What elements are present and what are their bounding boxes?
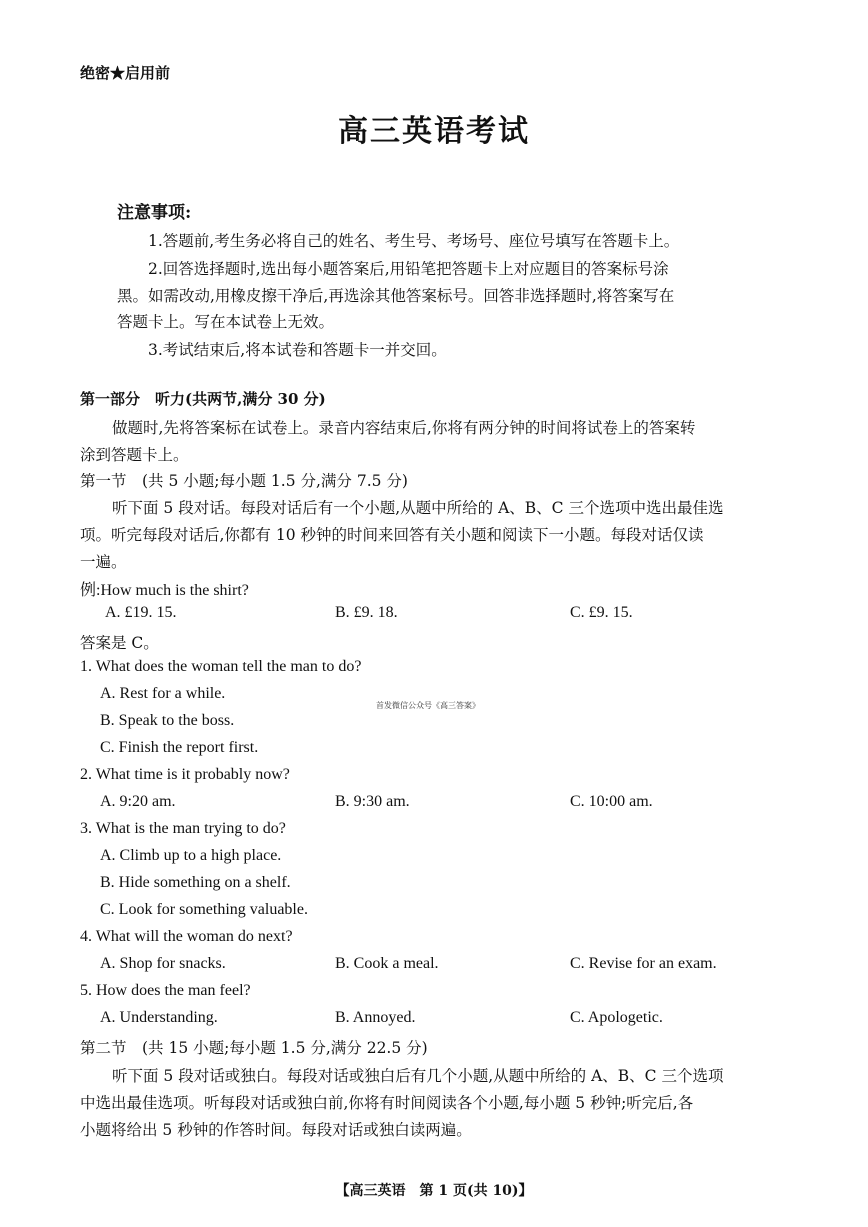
question-4-option-c: C. Revise for an exam.: [570, 955, 717, 972]
question-5-option-a: A. Understanding.: [100, 1009, 218, 1026]
notice-item-3: 3.考试结束后,将本试卷和答题卡一并交回。: [148, 341, 447, 359]
question-3-option-b: B. Hide something on a shelf.: [100, 874, 291, 891]
question-4: 4. What will the woman do next?: [80, 928, 293, 945]
question-5-option-c: C. Apologetic.: [570, 1009, 663, 1026]
part1-intro-line-2: 涂到答题卡上。: [80, 446, 189, 464]
question-5: 5. How does the man feel?: [80, 982, 251, 999]
exam-title: 高三英语考试: [338, 114, 530, 149]
notice-heading: 注意事项:: [117, 203, 192, 223]
example-option-a: A. £19. 15.: [105, 604, 177, 621]
example-question: 例:How much is the shirt?: [80, 582, 249, 599]
question-1: 1. What does the woman tell the man to do?: [80, 658, 362, 675]
section2-heading: 第二节 (共 15 小题;每小题 1.5 分,满分 22.5 分): [80, 1039, 428, 1057]
example-option-b: B. £9. 18.: [335, 604, 398, 621]
example-answer: 答案是 C。: [80, 634, 159, 652]
question-2-option-b: B. 9:30 am.: [335, 793, 410, 810]
question-4-option-b: B. Cook a meal.: [335, 955, 439, 972]
question-3-option-c: C. Look for something valuable.: [100, 901, 308, 918]
section1-intro-line-1: 听下面 5 段对话。每段对话后有一个小题,从题中所给的 A、B、C 三个选项中选出最佳选: [112, 499, 724, 517]
notice-item-2-line-3: 答题卡上。写在本试卷上无效。: [117, 313, 335, 331]
question-2-option-c: C. 10:00 am.: [570, 793, 653, 810]
example-option-c: C. £9. 15.: [570, 604, 633, 621]
question-5-option-b: B. Annoyed.: [335, 1009, 416, 1026]
section1-heading: 第一节 (共 5 小题;每小题 1.5 分,满分 7.5 分): [80, 472, 408, 490]
notice-item-2-line-1: 2.回答选择题时,选出每小题答案后,用铅笔把答题卡上对应题目的答案标号涂: [148, 260, 669, 278]
part1-heading: 第一部分 听力(共两节,满分 30 分): [80, 390, 326, 408]
question-3: 3. What is the man trying to do?: [80, 820, 286, 837]
section2-intro-line-2: 中选出最佳选项。听每段对话或独白前,你将有时间阅读各个小题,每小题 5 秒钟;听完后,各: [80, 1094, 694, 1112]
question-2-option-a: A. 9:20 am.: [100, 793, 176, 810]
question-2: 2. What time is it probably now?: [80, 766, 290, 783]
section2-intro-line-3: 小题将给出 5 秒钟的作答时间。每段对话或独白读两遍。: [80, 1121, 472, 1139]
question-1-option-b: B. Speak to the boss.: [100, 712, 235, 729]
confidential-label: 绝密★启用前: [80, 64, 171, 82]
question-3-option-a: A. Climb up to a high place.: [100, 847, 282, 864]
watermark-text: 首发微信公众号《高三答案》: [376, 701, 480, 710]
question-4-option-a: A. Shop for snacks.: [100, 955, 226, 972]
section1-intro-line-2: 项。听完每段对话后,你都有 10 秒钟的时间来回答有关小题和阅读下一小题。每段对话仅读: [80, 526, 704, 544]
notice-item-2-line-2: 黑。如需改动,用橡皮擦干净后,再选涂其他答案标号。回答非选择题时,将答案写在: [117, 287, 675, 305]
section2-intro-line-1: 听下面 5 段对话或独白。每段对话或独白后有几个小题,从题中所给的 A、B、C 三个选项: [112, 1067, 724, 1085]
question-1-option-c: C. Finish the report first.: [100, 739, 259, 756]
page-footer: 【高三英语 第 1 页(共 10)】: [335, 1183, 533, 1199]
section1-intro-line-3: 一遍。: [80, 553, 127, 571]
notice-item-1: 1.答题前,考生务必将自己的姓名、考生号、考场号、座位号填写在答题卡上。: [148, 232, 680, 250]
question-1-option-a: A. Rest for a while.: [100, 685, 226, 702]
part1-intro-line-1: 做题时,先将答案标在试卷上。录音内容结束后,你将有两分钟的时间将试卷上的答案转: [112, 419, 696, 437]
